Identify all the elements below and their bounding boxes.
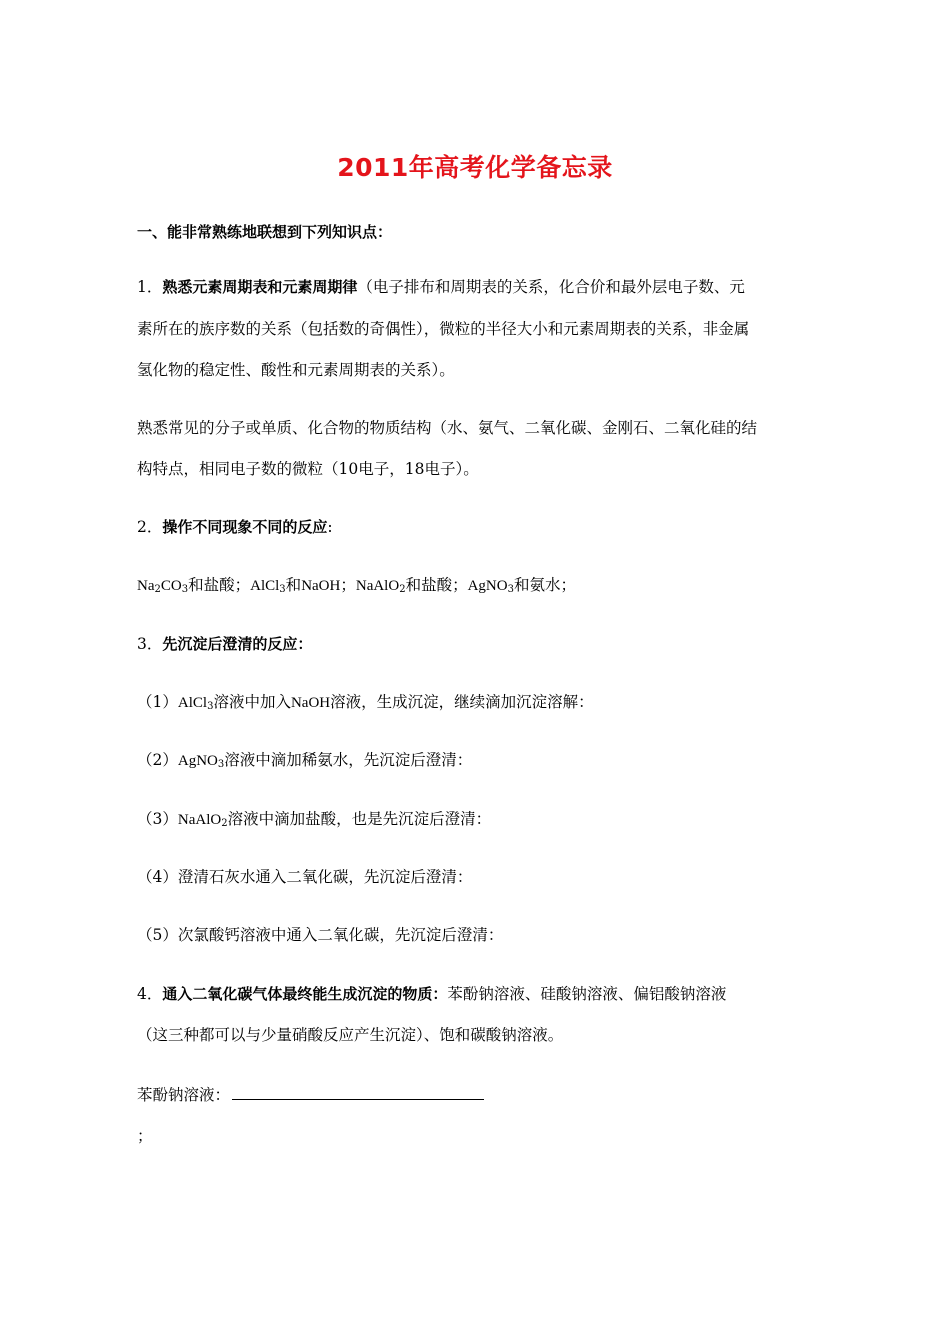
formula-alcl3: AlCl (250, 578, 280, 594)
reaction-text: 和 (285, 576, 302, 594)
list-marker: （3） (137, 810, 178, 828)
item2-colon: : (327, 518, 333, 536)
item4-text-l1: 苯酚钠溶液、硅酸钠溶液、偏铝酸钠溶液 (447, 985, 727, 1003)
item4-bold-title: 通入二氧化碳气体最终能生成沉淀的物质： (162, 985, 448, 1003)
formula-naalo2: NaAlO (355, 578, 400, 594)
item3-sub2 (137, 750, 817, 771)
item1-bold-title: 熟悉元素周期表和元素周期律 (162, 278, 358, 296)
fill-in-line (137, 1083, 817, 1105)
item1-number: 1． (137, 278, 163, 296)
item3-heading (137, 634, 817, 654)
reaction-text: 和盐酸； (405, 576, 468, 594)
item1-para2-line2: 构特点，相同电子数的微粒（10电子，18电子）。 (137, 460, 479, 478)
subscript: 2 (221, 818, 228, 829)
item1-line3: 氢化物的稳定性、酸性和元素周期表的关系）。 (137, 361, 455, 379)
formula-agno3: AgNO (467, 578, 508, 594)
formula-naoh: NaOH (290, 695, 331, 711)
item3-bold-title: 先沉淀后澄清的反应： (162, 635, 313, 653)
trailing-semicolon: ； (137, 1127, 153, 1145)
item4-line1 (137, 984, 817, 1004)
reaction-text: 溶液中加入 (213, 693, 291, 711)
item2-heading (137, 517, 817, 537)
reaction-text: 溶液，生成沉淀，继续滴加沉淀溶解： (330, 693, 594, 711)
item1-text-l1: （电子排布和周期表的关系，化合价和最外层电子数、元 (357, 278, 745, 296)
answer-blank[interactable] (232, 1083, 484, 1100)
formula-naalo2: NaAlO (177, 812, 222, 828)
reaction-text: 和氨水； (513, 576, 576, 594)
item4-number: 4． (137, 985, 163, 1003)
subscript: 3 (207, 701, 214, 712)
subscript: 3 (217, 759, 225, 770)
subscript: 2 (399, 584, 406, 595)
reaction-text: 溶液中滴加盐酸，也是先沉淀后澄清： (227, 810, 492, 828)
subscript: 3 (181, 584, 189, 595)
item3-sub5: （5）次氯酸钙溶液中通入二氧化碳，先沉淀后澄清： (137, 926, 504, 944)
subscript: 3 (507, 584, 514, 595)
item1-line1 (137, 277, 817, 297)
reaction-text: 和盐酸； (188, 576, 251, 594)
formula-alcl3: AlCl (177, 695, 208, 711)
item3-sub4: （4）澄清石灰水通入二氧化碳，先沉淀后澄清： (137, 868, 473, 886)
subscript: 3 (279, 584, 286, 595)
list-marker: （2） (137, 751, 178, 769)
formula-part: CO (160, 578, 182, 594)
formula-agno3: AgNO (177, 753, 218, 769)
fill-in-label: 苯酚钠溶液： (137, 1086, 231, 1104)
item3-number: 3． (137, 635, 163, 653)
item4-line2: （这三种都可以与少量硝酸反应产生沉淀）、饱和碳酸钠溶液。 (137, 1026, 564, 1044)
item2-number: 2． (137, 518, 163, 536)
item2-reactions (137, 575, 817, 596)
item3-sub1 (137, 692, 817, 713)
document-title: 2011年高考化学备忘录 (337, 153, 613, 182)
item1-para2-line1: 熟悉常见的分子或单质、化合物的物质结构（水、氨气、二氧化碳、金刚石、二氧化硅的结 (137, 419, 758, 437)
subscript: 2 (154, 584, 161, 595)
reaction-text: 溶液中滴加稀氨水，先沉淀后澄清： (224, 751, 473, 769)
reaction-text: ； (340, 576, 356, 594)
item2-bold-title: 操作不同现象不同的反应 (162, 518, 328, 536)
item1-line2: 素所在的族序数的关系（包括数的奇偶性），微粒的半径大小和元素周期表的关系，非金属 (137, 320, 750, 338)
formula-na2co3: Na (137, 578, 155, 594)
item3-sub3 (137, 809, 817, 830)
formula-naoh: NaOH (301, 578, 341, 594)
section-heading: 一、能非常熟练地联想到下列知识点： (137, 223, 393, 241)
list-marker: （1） (137, 693, 178, 711)
